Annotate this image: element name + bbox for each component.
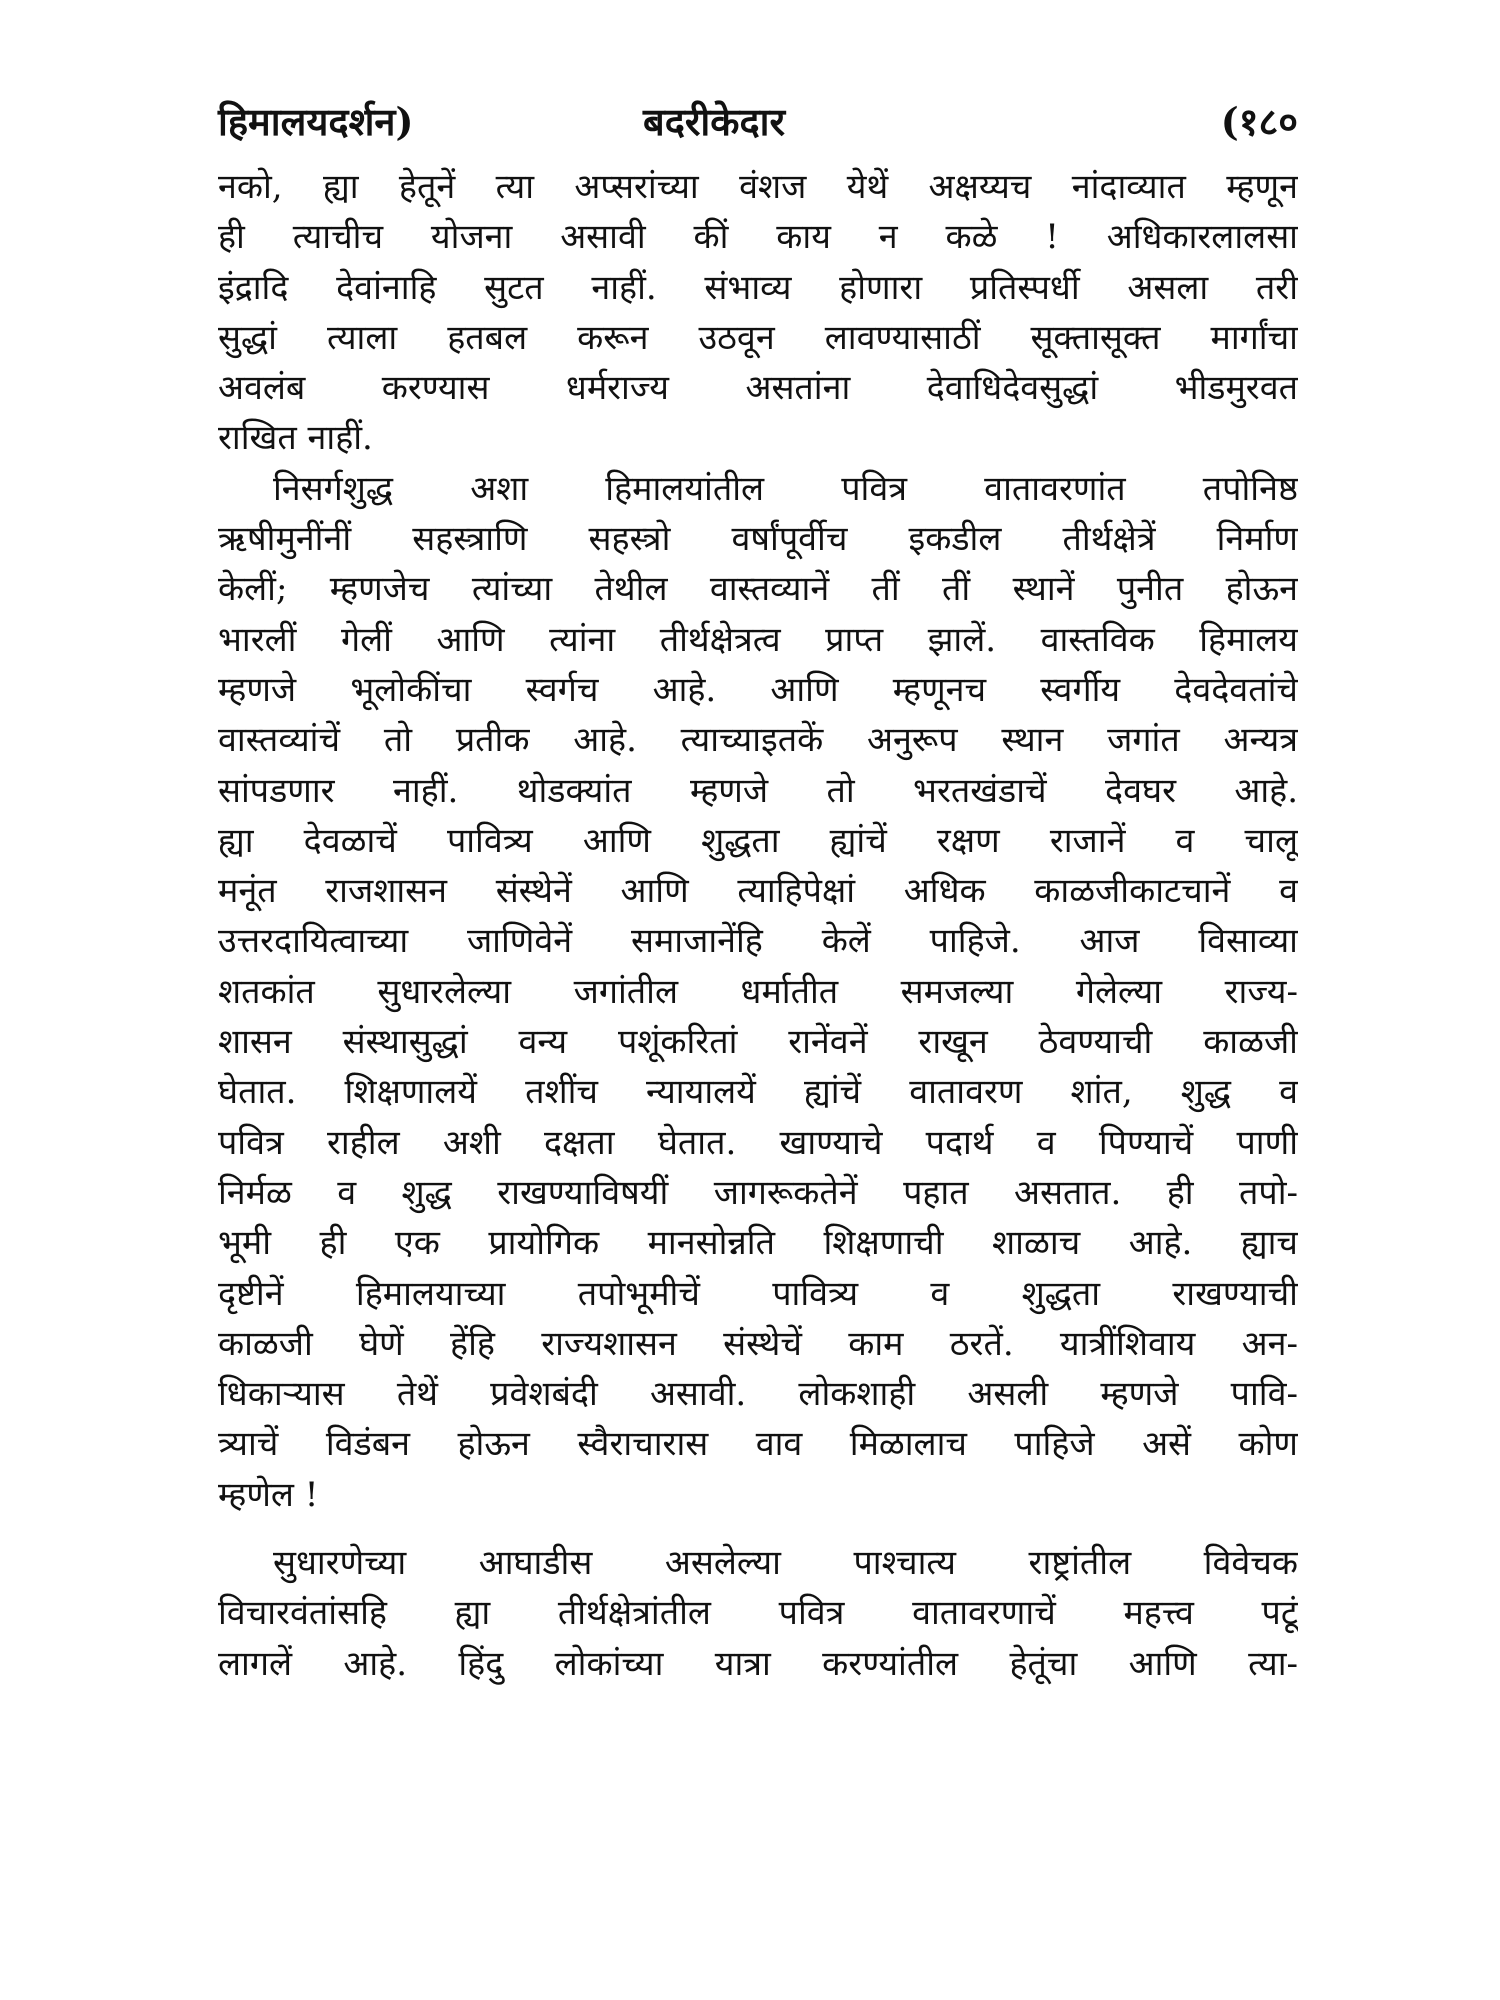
text-line: दृष्टीनें हिमालयाच्या तपोभूमीचें पावित्र्य व शुद्धता राखण्याची <box>218 1273 1298 1314</box>
text-line: लागलें आहे. हिंदु लोकांच्या यात्रा करण्यांतील हेतूंचा आणि त्या- <box>218 1643 1298 1684</box>
text-line: त्र्याचें विडंबन होऊन स्वैराचारास वाव मिळालाच पाहिजे असें कोण <box>218 1424 1298 1465</box>
header-chapter-title: बदरीकेदार <box>643 99 786 144</box>
text-line: सांपडणार नाहीं. थोडक्यांत म्हणजे तो भरतखंडाचें देवघर आहे. <box>218 770 1298 811</box>
text-line: नको, ह्या हेतूनें त्या अप्सरांच्या वंशज येथें अक्षय्यच नांदाव्यात म्हणून <box>218 167 1298 207</box>
text-line: ऋषीमुनींनीं सहस्त्राणि सहस्त्रो वर्षांपूर्वीच इकडील तीर्थक्षेत्रें निर्माण <box>218 519 1298 560</box>
text-line: मनूंत राजशासन संस्थेनें आणि त्याहिपेक्षां अधिक काळजीकाटचानें व <box>218 871 1298 912</box>
text-line: शतकांत सुधारलेल्या जगांतील धर्मातीत समजल्या गेलेल्या राज्य- <box>218 971 1298 1012</box>
text-line: केलीं; म्हणजेच त्यांच्या तेथील वास्तव्यानें तीं तीं स्थानें पुनीत होऊन <box>218 569 1298 610</box>
text-line: विचारवंतांसहि ह्या तीर्थक्षेत्रांतील पवित्र वातावरणाचें महत्त्व पटूं <box>218 1593 1298 1634</box>
text-line: म्हणेल ! <box>218 1474 319 1515</box>
text-line: ही त्याचीच योजना असावी कीं काय न कळे ! अधिकारलालसा <box>218 217 1298 258</box>
text-line: भूमी ही एक प्रायोगिक मानसोन्नति शिक्षणाची शाळाच आहे. ह्याच <box>218 1223 1298 1264</box>
text-line: सुधारणेच्या आघाडीस असलेल्या पाश्चात्य राष्ट्रांतील विवेचक <box>273 1543 1298 1584</box>
text-line: सुद्धां त्याला हतबल करून उठवून लावण्यासाठीं सूक्तासूक्त मार्गांचा <box>218 317 1298 358</box>
text-line: घेतात. शिक्षणालयें तशींच न्यायालयें ह्यांचें वातावरण शांत, शुद्ध व <box>218 1072 1298 1113</box>
header-book-title: हिमालयदर्शन) <box>218 99 414 144</box>
text-line: उत्तरदायित्वाच्या जाणिवेनें समाजानेंहि केलें पाहिजे. आज विसाव्या <box>218 921 1298 962</box>
text-line: अवलंब करण्यास धर्मराज्य असतांना देवाधिदेवसुद्धां भीडमुरवत <box>218 368 1298 409</box>
text-line: निर्मळ व शुद्ध राखण्याविषयीं जागरूकतेनें पहात असतात. ही तपो- <box>218 1172 1298 1213</box>
running-header <box>218 92 1298 152</box>
text-line: पवित्र राहील अशी दक्षता घेतात. खाण्याचे पदार्थ व पिण्याचें पाणी <box>218 1122 1298 1163</box>
text-line: शासन संस्थासुद्धां वन्य पशूंकरितां रानेंवनें राखून ठेवण्याची काळजी <box>218 1022 1298 1063</box>
text-line: राखित नाहीं. <box>218 418 373 459</box>
text-line: म्हणजे भूलोकींचा स्वर्गच आहे. आणि म्हणूनच स्वर्गीय देवदेवतांचे <box>218 669 1298 710</box>
text-line: वास्तव्यांचें तो प्रतीक आहे. त्याच्याइतकें अनुरूप स्थान जगांत अन्यत्र <box>218 720 1298 761</box>
text-line: ह्या देवळाचें पावित्र्य आणि शुद्धता ह्यांचें रक्षण राजानें व चालू <box>218 820 1298 861</box>
page-body <box>218 162 1298 1689</box>
text-line: निसर्गशुद्ध अशा हिमालयांतील पवित्र वातावरणांत तपोनिष्ठ <box>273 468 1298 509</box>
header-page-number: (१८० <box>1220 99 1298 144</box>
text-line: भारलीं गेलीं आणि त्यांना तीर्थक्षेत्रत्व प्राप्त झालें. वास्तविक हिमालय <box>218 619 1298 660</box>
text-line: इंद्रादि देवांनाहि सुटत नाहीं. संभाव्य होणारा प्रतिस्पर्धी असला तरी <box>218 267 1298 308</box>
text-line: काळजी घेणें हेंहि राज्यशासन संस्थेचें काम ठरतें. यात्रींशिवाय अन- <box>218 1323 1298 1364</box>
text-line: धिकाऱ्यास तेथें प्रवेशबंदी असावी. लोकशाही असली म्हणजे पावि- <box>218 1374 1298 1415</box>
